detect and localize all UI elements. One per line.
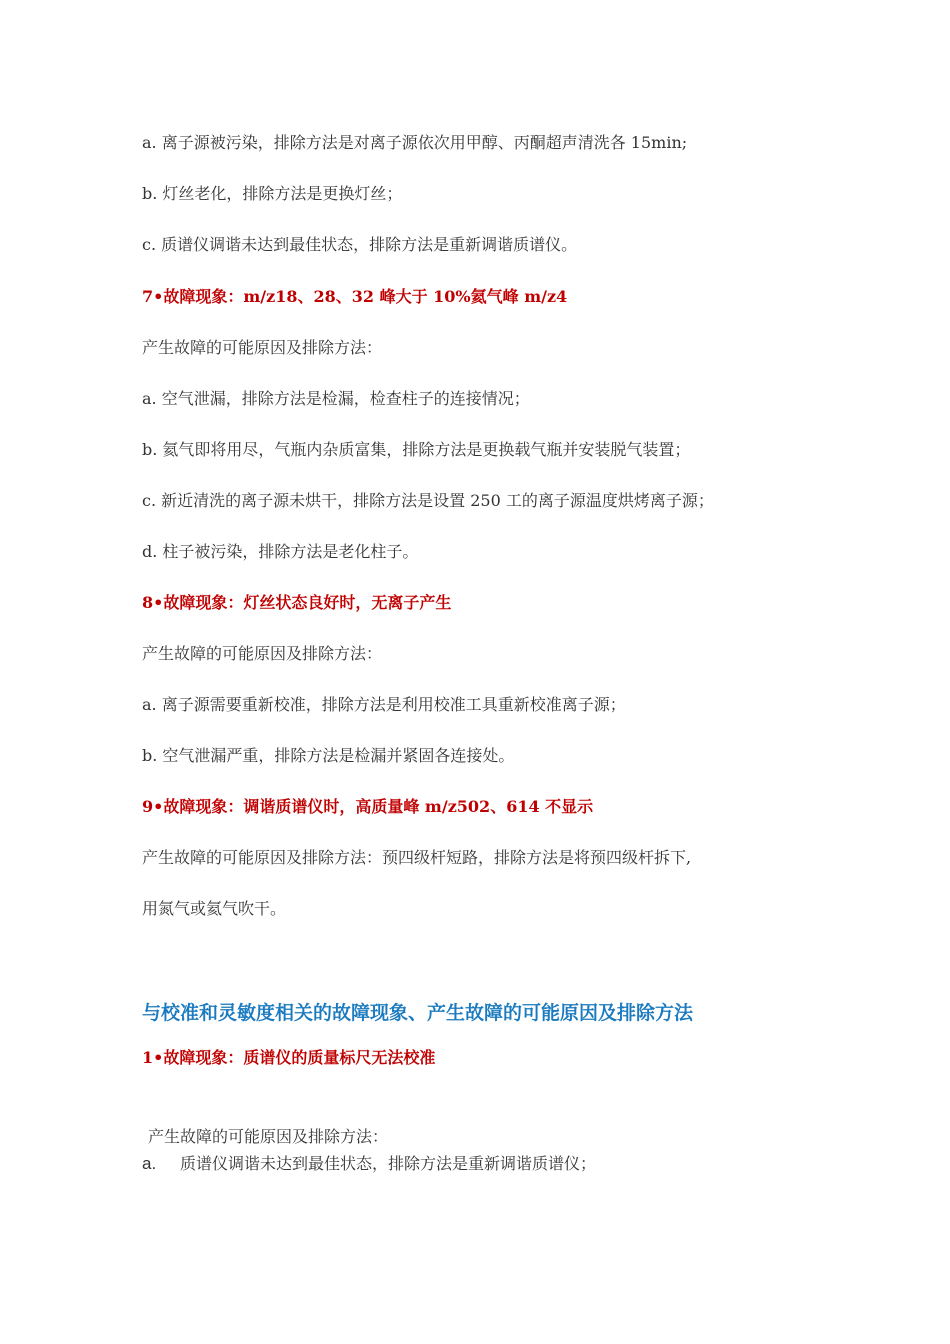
list-marker: a. [142,1154,157,1173]
item-a-air-leak: a. 空气泄漏，排除方法是检漏，检查柱子的连接情况； [142,389,530,408]
causes-line-9: 产生故障的可能原因及排除方法：预四级杆短路，排除方法是将预四级杆拆下, [142,848,692,867]
item-c-source-not-dried: c. 新近清洗的离子源未烘干，排除方法是设置 250 工的离子源温度烘烤离子源； [142,491,714,510]
causes-intro-8: 产生故障的可能原因及排除方法： [142,644,383,663]
item-b-helium-depleted: b. 氦气即将用尽，气瓶内杂质富集，排除方法是更换载气瓶并安装脱气装置； [142,440,691,459]
causes-intro-1: 产生故障的可能原因及排除方法： [148,1127,389,1146]
item-a-recalibrate-source: a. 离子源需要重新校准，排除方法是利用校准工具重新校准离子源； [142,695,626,714]
fault-heading-1: 1•故障现象：质谱仪的质量标尺无法校准 [142,1048,436,1067]
list-text: 质谱仪调谐未达到最佳状态，排除方法是重新调谐质谱仪； [180,1154,597,1173]
fault-heading-7: 7•故障现象：m/z18、28、32 峰大于 10%氦气峰 m/z4 [142,287,568,306]
item-a-tuning-not-optimal-1 [142,1153,596,1175]
item-a-ion-source-contaminated: a. 离子源被污染，排除方法是对离子源依次用甲醇、丙酮超声清洗各 15min; [142,133,688,152]
item-b-severe-air-leak: b. 空气泄漏严重，排除方法是检漏并紧固各连接处。 [142,746,515,765]
causes-line-9-continued: 用氮气或氦气吹干。 [142,899,287,918]
item-c-tuning-not-optimal: c. 质谱仪调谐未达到最佳状态，排除方法是重新调谐质谱仪。 [142,235,578,254]
item-b-filament-aging: b. 灯丝老化，排除方法是更换灯丝； [142,184,403,203]
fault-heading-9: 9•故障现象：调谐质谱仪时，高质量峰 m/z502、614 不显示 [142,797,594,816]
section-title: 与校准和灵敏度相关的故障现象、产生故障的可能原因及排除方法 [142,1002,694,1024]
item-d-column-contaminated: d. 柱子被污染，排除方法是老化柱子。 [142,542,419,561]
causes-intro-7: 产生故障的可能原因及排除方法： [142,338,383,357]
fault-heading-8: 8•故障现象：灯丝状态良好时，无离子产生 [142,593,452,612]
